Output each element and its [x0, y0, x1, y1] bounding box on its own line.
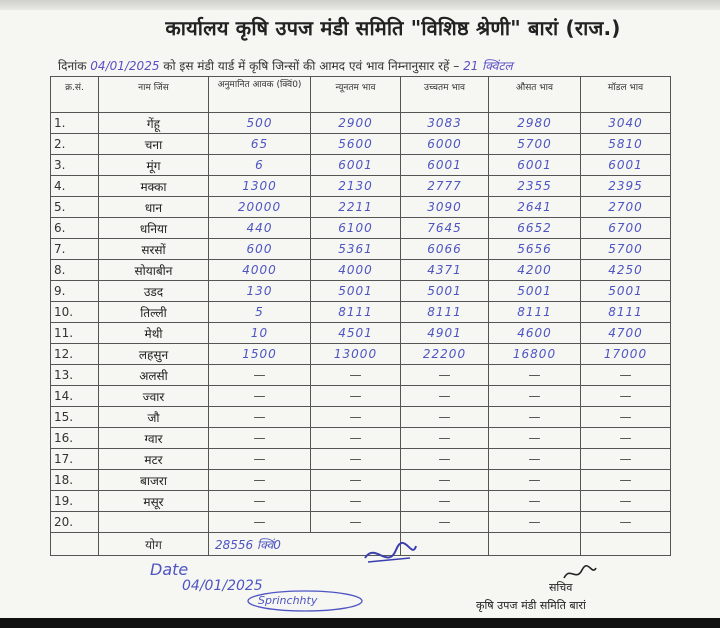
cell-item: धनिया	[99, 218, 209, 239]
initial-scribble	[360, 540, 420, 570]
cell-modal: 4250	[581, 260, 671, 281]
cell-modal: 8111	[581, 302, 671, 323]
cell-arrival: 4000	[209, 260, 311, 281]
cell-sn: 10.	[51, 302, 99, 323]
cell-max: 6066	[401, 239, 489, 260]
cell-item: मूंग	[99, 155, 209, 176]
cell-arrival: —	[209, 449, 311, 470]
total-handwritten: 21 क्विंटल	[463, 59, 513, 73]
cell-max: 4901	[401, 323, 489, 344]
table-row	[51, 344, 671, 365]
cell-item: अलसी	[99, 365, 209, 386]
cell-arrival: —	[209, 491, 311, 512]
cell-item: तिल्ली	[99, 302, 209, 323]
date-line	[58, 57, 708, 74]
cell-arrival: 130	[209, 281, 311, 302]
date-line-text: को इस मंडी यार्ड में कृषि जिन्सों की आमद एवं भाव निम्नानुसार रहें –	[163, 59, 460, 73]
cell-sn: 16.	[51, 428, 99, 449]
cell-sn: 19.	[51, 491, 99, 512]
cell-min: —	[311, 407, 401, 428]
cell-max: —	[401, 407, 489, 428]
table-row	[51, 470, 671, 491]
cell-sn: 17.	[51, 449, 99, 470]
cell-sn: 4.	[51, 176, 99, 197]
cell-sn: 5.	[51, 197, 99, 218]
cell-avg: —	[489, 365, 581, 386]
cell-sn: 11.	[51, 323, 99, 344]
cell-max: 3083	[401, 113, 489, 134]
cell-avg: 8111	[489, 302, 581, 323]
rates-table	[50, 76, 671, 556]
cell-item: जौ	[99, 407, 209, 428]
date-handwritten: 04/01/2025	[90, 59, 160, 73]
cell-arrival: 440	[209, 218, 311, 239]
cell-max: 7645	[401, 218, 489, 239]
cell-min: —	[311, 512, 401, 533]
col-header-arrival: अनुमानित आवक (क्विं0)	[209, 77, 311, 113]
table-row	[51, 512, 671, 533]
cell-arrival: 20000	[209, 197, 311, 218]
table-row	[51, 386, 671, 407]
table-body	[51, 113, 671, 533]
cell-max: —	[401, 365, 489, 386]
col-header-avg: औसत भाव	[489, 77, 581, 113]
cell-modal: 2395	[581, 176, 671, 197]
cell-max: 2777	[401, 176, 489, 197]
cell-sn: 20.	[51, 512, 99, 533]
cell-sn: 6.	[51, 218, 99, 239]
cell-max: 3090	[401, 197, 489, 218]
cell-sn: 1.	[51, 113, 99, 134]
table-row	[51, 218, 671, 239]
cell-modal: —	[581, 449, 671, 470]
table-row	[51, 134, 671, 155]
cell-max: —	[401, 449, 489, 470]
cell-item: लहसुन	[99, 344, 209, 365]
cell-max: —	[401, 512, 489, 533]
cell-modal: —	[581, 365, 671, 386]
cell-arrival: —	[209, 365, 311, 386]
cell-arrival: 6	[209, 155, 311, 176]
cell-avg: —	[489, 470, 581, 491]
cell-min: —	[311, 449, 401, 470]
office-title: कार्यालय कृषि उपज मंडी समिति "विशिष्ठ श्रेणी" बारां (राज.)	[165, 16, 621, 40]
cell-item: सरसों	[99, 239, 209, 260]
cell-avg: —	[489, 407, 581, 428]
cell-avg: 2355	[489, 176, 581, 197]
cell-avg: 4200	[489, 260, 581, 281]
cell-modal: 5001	[581, 281, 671, 302]
date-value: 04/01/2025	[182, 578, 263, 594]
cell-modal: —	[581, 386, 671, 407]
cell-item: ग्वार	[99, 428, 209, 449]
table-row	[51, 491, 671, 512]
cell-avg: 16800	[489, 344, 581, 365]
cell-arrival: —	[209, 407, 311, 428]
cell-arrival: —	[209, 470, 311, 491]
secretary-org: कृषि उपज मंडी समिति बारां	[476, 599, 586, 612]
total-label: योग	[99, 533, 209, 556]
cell-modal: —	[581, 470, 671, 491]
cell-arrival: 10	[209, 323, 311, 344]
cell-modal: 3040	[581, 113, 671, 134]
cell-item: मसूर	[99, 491, 209, 512]
cell-arrival: 65	[209, 134, 311, 155]
table-row	[51, 176, 671, 197]
cell-item: बाजरा	[99, 470, 209, 491]
cell-item: सोयाबीन	[99, 260, 209, 281]
cell-arrival: 600	[209, 239, 311, 260]
cell-sn: 9.	[51, 281, 99, 302]
cell-modal: 6001	[581, 155, 671, 176]
cell-item: उडद	[99, 281, 209, 302]
cell-sn: 12.	[51, 344, 99, 365]
cell-min: 2130	[311, 176, 401, 197]
col-header-max: उच्चतम भाव	[401, 77, 489, 113]
cell-arrival: 1500	[209, 344, 311, 365]
cell-max: —	[401, 470, 489, 491]
cell-modal: 5810	[581, 134, 671, 155]
cell-max: 8111	[401, 302, 489, 323]
cell-sn: 15.	[51, 407, 99, 428]
cell-sn: 2.	[51, 134, 99, 155]
cell-max: 6001	[401, 155, 489, 176]
cell-arrival: —	[209, 386, 311, 407]
table-row	[51, 197, 671, 218]
cell-min: 2211	[311, 197, 401, 218]
cell-min: —	[311, 386, 401, 407]
cell-sn: 14.	[51, 386, 99, 407]
cell-avg: 2641	[489, 197, 581, 218]
cell-max: —	[401, 386, 489, 407]
cell-sn: 13.	[51, 365, 99, 386]
cell-avg: 2980	[489, 113, 581, 134]
cell-item	[99, 512, 209, 533]
cell-modal: 6700	[581, 218, 671, 239]
cell-min: 6001	[311, 155, 401, 176]
cell-min: 6100	[311, 218, 401, 239]
table-row	[51, 113, 671, 134]
cell-sn: 3.	[51, 155, 99, 176]
cell-sn: 18.	[51, 470, 99, 491]
cell-arrival: 5	[209, 302, 311, 323]
cell-min: —	[311, 470, 401, 491]
col-header-item: नाम जिंस	[99, 77, 209, 113]
cell-avg: —	[489, 386, 581, 407]
cell-avg: 6652	[489, 218, 581, 239]
cell-max: —	[401, 491, 489, 512]
cell-arrival: —	[209, 512, 311, 533]
cell-modal: 2700	[581, 197, 671, 218]
cell-min: 5361	[311, 239, 401, 260]
col-header-modal: मॉडल भाव	[581, 77, 671, 113]
cell-min: 13000	[311, 344, 401, 365]
cell-avg: —	[489, 512, 581, 533]
cell-min: —	[311, 365, 401, 386]
cell-modal: —	[581, 428, 671, 449]
cell-item: मेथी	[99, 323, 209, 344]
cell-min: 4501	[311, 323, 401, 344]
cell-item: चना	[99, 134, 209, 155]
cell-modal: 5700	[581, 239, 671, 260]
cell-modal: 4700	[581, 323, 671, 344]
cell-avg: —	[489, 428, 581, 449]
cell-avg: 4600	[489, 323, 581, 344]
photo-bottom-edge	[0, 618, 720, 628]
cell-min: 5600	[311, 134, 401, 155]
cell-max: —	[401, 428, 489, 449]
signature-name: Sprinchhty	[258, 594, 318, 607]
table-row	[51, 407, 671, 428]
table-row	[51, 428, 671, 449]
cell-avg: —	[489, 491, 581, 512]
cell-avg: 5656	[489, 239, 581, 260]
secretary-title: सचिव	[549, 581, 573, 594]
table-row	[51, 155, 671, 176]
cell-modal: —	[581, 491, 671, 512]
cell-sn: 8.	[51, 260, 99, 281]
table-row	[51, 365, 671, 386]
cell-modal: —	[581, 512, 671, 533]
photo-top-edge	[0, 0, 720, 10]
cell-min: —	[311, 491, 401, 512]
cell-min: —	[311, 428, 401, 449]
table-header-row	[51, 77, 671, 113]
cell-avg: 5700	[489, 134, 581, 155]
table-row	[51, 449, 671, 470]
cell-arrival: —	[209, 428, 311, 449]
cell-item: गेंहू	[99, 113, 209, 134]
table-row	[51, 281, 671, 302]
cell-item: मक्का	[99, 176, 209, 197]
cell-arrival: 1300	[209, 176, 311, 197]
table-row	[51, 323, 671, 344]
cell-modal: —	[581, 407, 671, 428]
cell-item: ज्वार	[99, 386, 209, 407]
cell-item: मटर	[99, 449, 209, 470]
table-row	[51, 302, 671, 323]
cell-avg: 5001	[489, 281, 581, 302]
col-header-sn: क्र.सं.	[51, 77, 99, 113]
cell-min: 2900	[311, 113, 401, 134]
date-prefix: दिनांक	[58, 59, 87, 73]
cell-min: 4000	[311, 260, 401, 281]
cell-modal: 17000	[581, 344, 671, 365]
cell-min: 5001	[311, 281, 401, 302]
cell-max: 4371	[401, 260, 489, 281]
cell-max: 22200	[401, 344, 489, 365]
cell-avg: 6001	[489, 155, 581, 176]
cell-arrival: 500	[209, 113, 311, 134]
cell-item: धान	[99, 197, 209, 218]
cell-min: 8111	[311, 302, 401, 323]
date-label: Date	[150, 560, 189, 579]
cell-max: 5001	[401, 281, 489, 302]
col-header-min: न्यूनतम भाव	[311, 77, 401, 113]
table-row	[51, 260, 671, 281]
cell-avg: —	[489, 449, 581, 470]
cell-max: 6000	[401, 134, 489, 155]
table-row	[51, 239, 671, 260]
total-value: 28556 क्विं0	[209, 533, 401, 556]
cell-sn: 7.	[51, 239, 99, 260]
